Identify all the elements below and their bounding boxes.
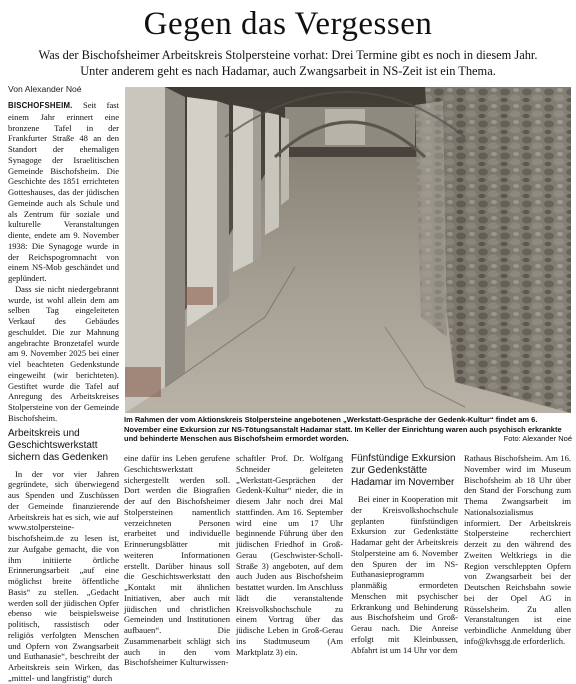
subline-line-1: Was der Bischofsheimer Arbeitskreis Stolpersteine vorhat: Drei Termine gibt es noch in diesem Jahr. bbox=[38, 48, 538, 62]
paragraph: Rathaus Bischofsheim. Am 16. November wird im Museum Bischofsheim ab 18 Uhr über den Stand der Forschung zum Thema Zwangsarbeit im Nationalsozialismus informiert. Der Arbeitskreis Stolpersteine recherchiert derzeit zu den während des Zweiten Weltkriegs in die Region verschleppten Opfern von Zwangsarbeit bei der Deutschen Reichsbahn sowie bei der Opel AG in Rüsselsheim. Zu allen Veranstaltungen ist eine verbindliche Anmeldung über info@kvhsgg.de erforderlich. bbox=[464, 453, 571, 646]
photo-caption bbox=[124, 415, 572, 444]
article-column-4 bbox=[351, 453, 458, 655]
article-column-5 bbox=[464, 453, 571, 646]
section-subhead: Fünfstündige Exkursion zur Gedenkstätte Hadamar im November bbox=[351, 453, 456, 488]
article-column-2 bbox=[124, 453, 230, 668]
subline-line-2: Unter anderem geht es nach Hadamar, auch Zwangsarbeit in NS-Zeit ist ein Thema. bbox=[80, 64, 496, 78]
paragraph: BISCHOFSHEIM. Seit fast einem Jahr erinnert eine bronzene Tafel in der Frankfurter Straße 48 an den Standort der ehemaligen Synagoge der Israelitischen Gemeinde Bischofsheim. Die Geschichte des 1851 errichteten Gotteshauses, das der jüdischen Gemeinde auch als Schule und als Zentrum für soziale und kulturelle Veranstaltungen diente, endete am 9. November 1938: Die Synagoge wurde in der Reichspogromnacht von einem NS-Mob geschändet und geplündert. bbox=[8, 100, 119, 283]
paragraph: In der vor vier Jahren gegründete, sich überwiegend aus Spenden und Zuschüssen der Gemeinde finanzierende Arbeitskreis hat es sich, wie auf www.stolpersteine-bischofsheim.de zu lesen ist, zur Aufgabe gemacht, die von ihm initiierte örtliche Erinnerungsarbeit „auf eine möglichst breite öffentliche Basis“ zu stellen. „Gedacht werden soll der jüdischen Opfer ebenso wie beispielsweise politisch, rassistisch oder religiös verfolgten Menschen und Opfern von Zwangsarbeit und Euthanasie“, beschreibt der Arbeitskreis sein Wirken, das „mittel- und langfristig“ durch bbox=[8, 468, 119, 683]
page-headline: Gegen das Vergessen bbox=[143, 6, 433, 42]
cellar-corridor-photo bbox=[125, 87, 571, 413]
article-subline bbox=[16, 47, 560, 79]
paragraph: schaftler Prof. Dr. Wolfgang Schneider geleiteten „Werkstatt-Gesprächen der Gedenk-Kultur“ nieder, die in diesem Jahr noch drei Mal stattfinden. Am 16. September wird eine um 17 Uhr beginnende Führung über den jüdischen Friedhof in Groß-Gerau (Geschwister-Scholl-Straße 3) angeboten, auf dem auch Juden aus Bischofsheim bestattet wurden. Im Anschluss lädt die veranstaltende Kreisvolkshochschule zu einem Vortrag über das jüdische Leben in Groß-Gerau ins Stadtmuseum (Am Marktplatz 3) ein. bbox=[236, 453, 343, 657]
paragraph: Bei einer in Kooperation mit der Kreisvolkshochschule geplanten fünfstündigen Exkursion zur Gedenkstätte Hadamar geht der Arbeitskreis Stolpersteine am 6. November den Spuren der im NS-Euthanasieprogramm planmäßig ermordeten Menschen mit psychischer Erkrankung und Behinderung aus Bischofsheim und Groß-Gerau nach. Die Anreise erfolgt mit Kleinbussen, Abfahrt ist um 14 Uhr vor dem bbox=[351, 494, 458, 655]
paragraph: eine dafür ins Leben gerufene Geschichtswerkstatt sichergestellt werden soll. Dort werden die Biografien der auf den Bischofsheimer Stolpersteinen namentlich verzeichneten Personen erarbeitet und individuelle Erinnerungsblätter mit weiteren Informationen erstellt. Darüber hinaus soll die Geschichtswerkstatt den „Kontakt mit ähnlichen Initiativen, aber auch mit jüdischen und christlichen Gemeinden und Institutionen aufbauen“. Die Zusammenarbeit schlägt sich auch in den vom Bischofsheimer Kulturwissen- bbox=[124, 453, 230, 668]
paragraph: Dass sie nicht niedergebrannt wurde, ist wohl allein dem am selben Tag eingeleiteten Verkauf des Gebäudes geschuldet. Die zur Mahnung angebrachte Bronzetafel wurde am 9. November 2025 bei einer viel beachteten Gedenkstunde eingeweiht (wir berichteten). Gestiftet wurde die Tafel auf Anregung des Arbeitskreises Stolpersteine von der Gemeinde Bischofsheim. bbox=[8, 283, 119, 423]
photo-credit: Foto: Alexander Noé bbox=[503, 434, 572, 444]
byline: Von Alexander Noé bbox=[8, 84, 82, 94]
article-column-3 bbox=[236, 453, 343, 657]
article-column-1 bbox=[8, 100, 119, 683]
dateline: BISCHOFSHEIM. bbox=[8, 101, 73, 110]
caption-text: Im Rahmen der vom Aktionskreis Stolpersteine angebotenen „Werkstatt-Gespräche der Gedenk-Kultur“ findet am 6. November eine Exkursion zur NS-Tötungsanstalt Hadamar statt. Im Keller der Einrichtung waren auch psychisch erkrankte und behinderte Menschen aus Bischofsheim ermordet worden. bbox=[124, 415, 562, 444]
section-subhead: Arbeitskreis und Geschichtswerkstatt sichern das Gedenken bbox=[8, 427, 109, 463]
